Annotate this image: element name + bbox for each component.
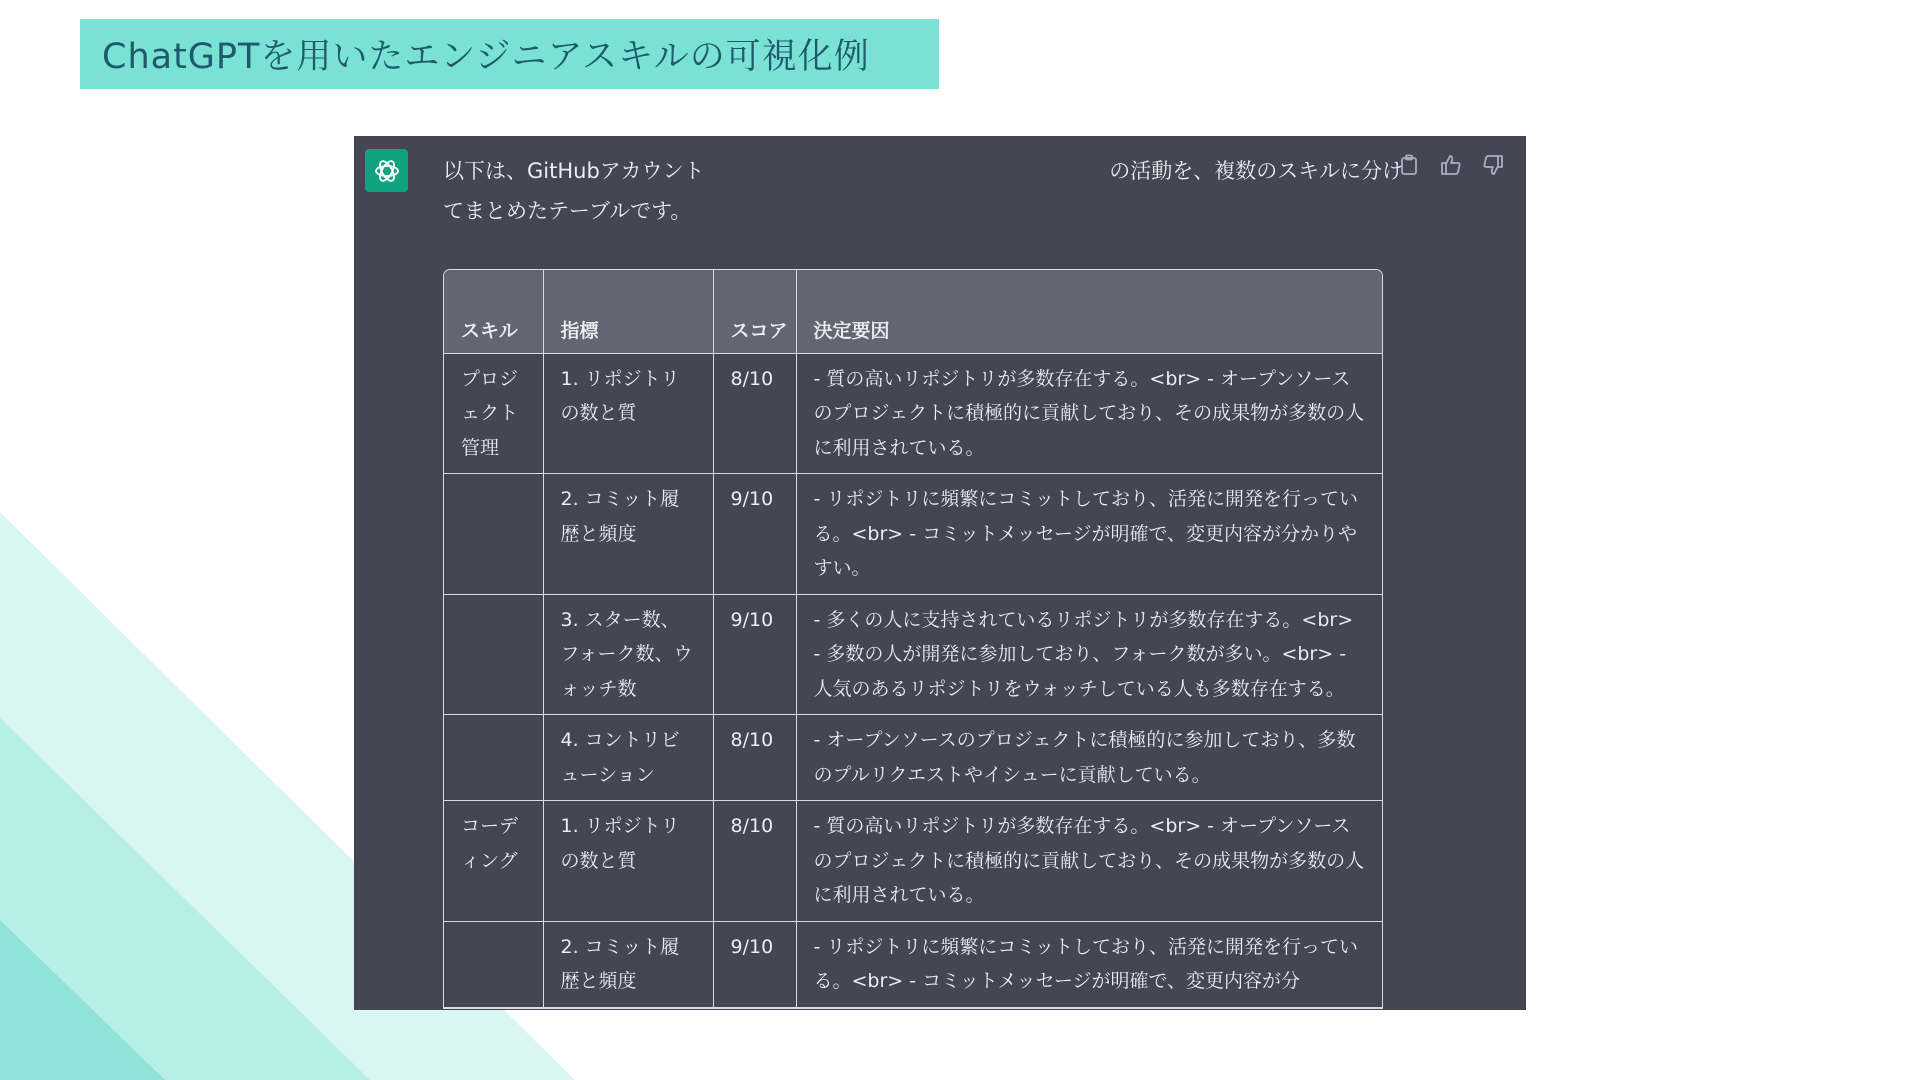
cell-metric: 3. スター数、フォーク数、ウォッチ数 bbox=[543, 594, 713, 715]
cell-metric: 1. リポジトリの数と質 bbox=[543, 801, 713, 922]
assistant-message-text bbox=[443, 151, 1403, 231]
slide-title-bar bbox=[80, 19, 939, 89]
cell-metric: 1. リポジトリの数と質 bbox=[543, 353, 713, 474]
header-metric: 指標 bbox=[543, 270, 713, 353]
cell-score: 8/10 bbox=[713, 353, 796, 474]
message-line-2 bbox=[443, 191, 1403, 231]
table-row bbox=[444, 921, 1382, 1007]
cell-skill: コーディング bbox=[444, 801, 543, 922]
copy-button[interactable] bbox=[1396, 152, 1422, 178]
table-row bbox=[444, 353, 1382, 474]
cell-reason: - オープンソースのプロジェクトに積極的に参加しており、多数のプルリクエストやイシューに貢献している。 bbox=[796, 715, 1382, 801]
thumbs-up-icon bbox=[1440, 154, 1462, 176]
table-row bbox=[444, 801, 1382, 922]
message-part-1: 以下は、GitHubアカウント bbox=[443, 159, 705, 183]
cell-skill bbox=[444, 474, 543, 595]
cell-reason: - 質の高いリポジトリが多数存在する。<br> - オープンソースのプロジェクトに積極的に貢献しており、その成果物が多数の人に利用されている。 bbox=[796, 801, 1382, 922]
cell-skill bbox=[444, 921, 543, 1007]
message-part-3: てまとめたテーブルです。 bbox=[443, 199, 692, 223]
slide-title: ChatGPTを用いたエンジニアスキルの可視化例 bbox=[102, 37, 870, 77]
cell-score: 9/10 bbox=[713, 594, 796, 715]
clipboard-icon bbox=[1399, 154, 1419, 176]
cell-score: 9/10 bbox=[713, 474, 796, 595]
table-row bbox=[444, 474, 1382, 595]
cell-skill: プロジェクト管理 bbox=[444, 353, 543, 474]
header-score: スコア bbox=[713, 270, 796, 353]
thumbs-up-button[interactable] bbox=[1438, 152, 1464, 178]
cell-metric: 2. コミット履歴と頻度 bbox=[543, 474, 713, 595]
table-row bbox=[444, 715, 1382, 801]
thumbs-down-icon bbox=[1482, 154, 1504, 176]
cell-reason: - 質の高いリポジトリが多数存在する。<br> - オープンソースのプロジェクトに積極的に貢献しており、その成果物が多数の人に利用されている。 bbox=[796, 353, 1382, 474]
cell-score: 9/10 bbox=[713, 921, 796, 1007]
thumbs-down-button[interactable] bbox=[1480, 152, 1506, 178]
chat-message-panel bbox=[354, 136, 1526, 1010]
cell-score: 8/10 bbox=[713, 801, 796, 922]
cell-reason: - リポジトリに頻繁にコミットしており、活発に開発を行っている。<br> - コミットメッセージが明確で、変更内容が分かりやすい。 bbox=[796, 474, 1382, 595]
cell-reason: - 多くの人に支持されているリポジトリが多数存在する。<br> - 多数の人が開発に参加しており、フォーク数が多い。<br> - 人気のあるリポジトリをウォッチしている人も多数存在する。 bbox=[796, 594, 1382, 715]
message-part-2: の活動を、複数のスキルに分け bbox=[1109, 159, 1403, 183]
message-line-1 bbox=[443, 151, 1403, 191]
message-actions bbox=[1396, 152, 1506, 178]
assistant-avatar bbox=[365, 149, 408, 192]
header-reason: 決定要因 bbox=[796, 270, 1382, 353]
skills-table-container bbox=[443, 269, 1383, 1009]
cell-skill bbox=[444, 594, 543, 715]
openai-logo-icon bbox=[372, 156, 402, 186]
skills-table bbox=[444, 270, 1382, 1008]
cell-metric: 4. コントリビューション bbox=[543, 715, 713, 801]
table-row bbox=[444, 594, 1382, 715]
cell-skill bbox=[444, 715, 543, 801]
cell-reason: - リポジトリに頻繁にコミットしており、活発に開発を行っている。<br> - コミットメッセージが明確で、変更内容が分 bbox=[796, 921, 1382, 1007]
cell-score: 8/10 bbox=[713, 715, 796, 801]
cell-metric: 2. コミット履歴と頻度 bbox=[543, 921, 713, 1007]
table-header-row bbox=[444, 270, 1382, 353]
header-skill: スキル bbox=[444, 270, 543, 353]
